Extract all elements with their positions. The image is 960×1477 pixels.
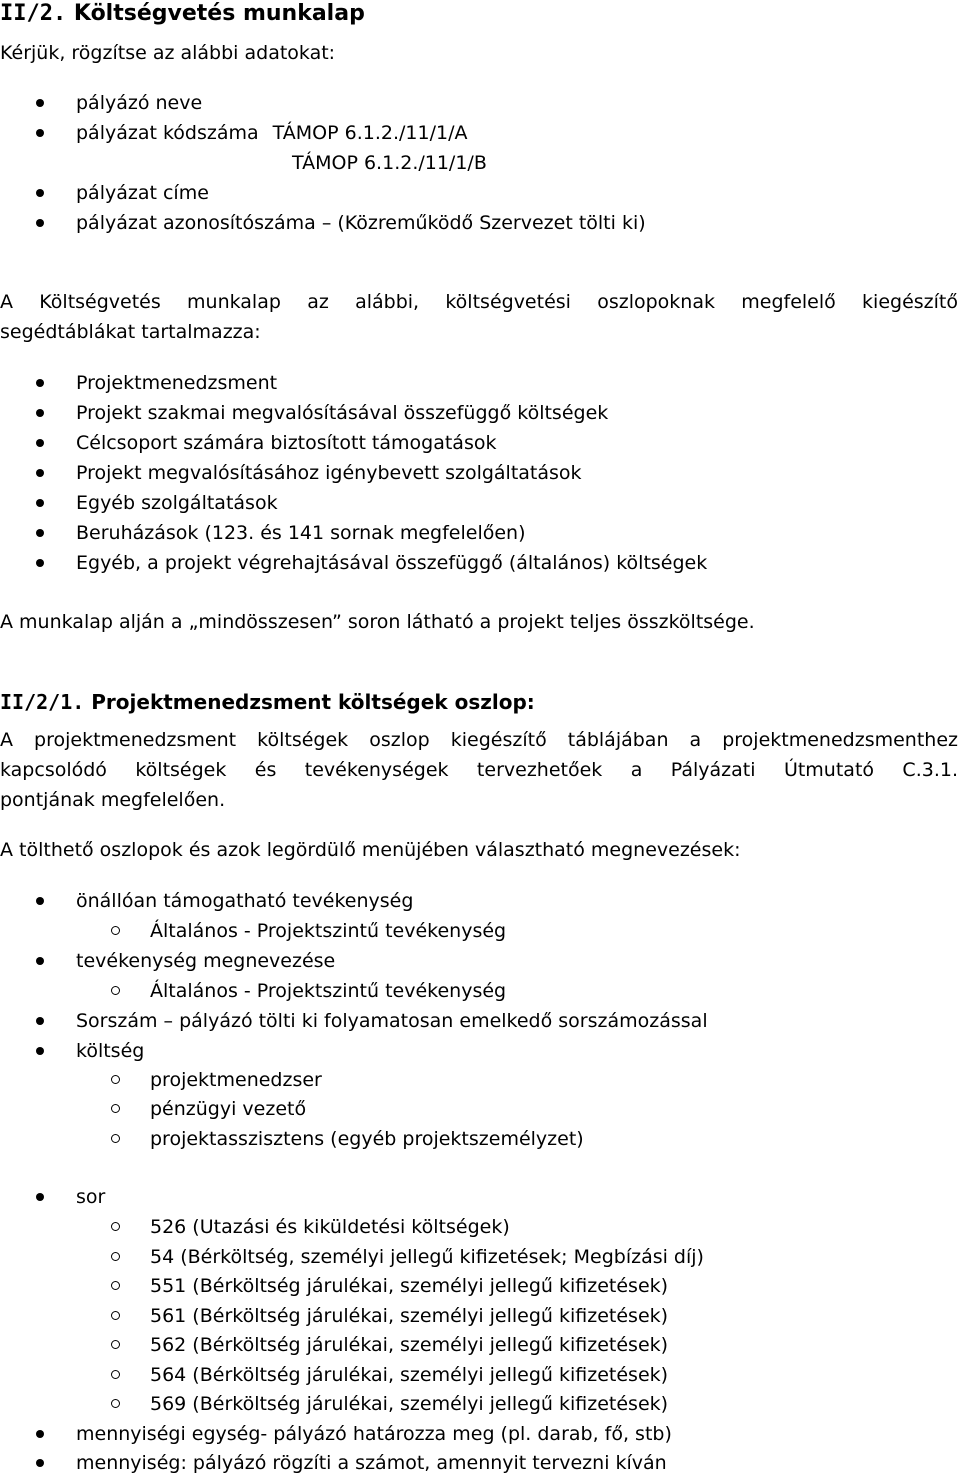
sub-list-item: 54 (Bérköltség, személyi jellegű kifizetések; Megbízási díj) xyxy=(150,1246,704,1268)
bullet-icon xyxy=(36,1459,44,1467)
list-item: költség xyxy=(76,1040,145,1062)
circle-bullet-icon xyxy=(111,1075,120,1084)
list-item: mennyiség: pályázó rögzíti a számot, amennyit tervezni kíván xyxy=(76,1452,667,1474)
sub-list-item: 561 (Bérköltség járulékai, személyi jellegű kifizetések) xyxy=(150,1305,669,1327)
circle-bullet-icon xyxy=(111,1340,120,1349)
bullet-icon xyxy=(36,439,44,447)
list-item: pályázat címe xyxy=(76,182,209,204)
list-item xyxy=(76,121,467,145)
list-item: Egyéb, a projekt végrehajtásával összefüggő (általános) költségek xyxy=(76,552,708,574)
sub-list-item: projektmenedzser xyxy=(150,1069,322,1091)
list-item-label: pályázat kódszáma xyxy=(76,122,259,144)
sub-list-item: 562 (Bérköltség járulékai, személyi jellegű kifizetések) xyxy=(150,1334,669,1356)
sub-list-item: 551 (Bérköltség járulékai, személyi jellegű kifizetések) xyxy=(150,1275,669,1297)
sub-list-item: 569 (Bérköltség járulékai, személyi jellegű kifizetések) xyxy=(150,1393,669,1415)
sub-list-item: projektasszisztens (egyéb projektszemélyzet) xyxy=(150,1128,584,1150)
paragraph-line: kapcsolódó költségek és tevékenységek tervezhetőek a Pályázati Útmutató C.3.1. xyxy=(0,759,958,781)
bullet-icon xyxy=(36,897,44,905)
list-item: Projekt szakmai megvalósításával összefüggő költségek xyxy=(76,402,609,424)
page-title xyxy=(0,2,365,26)
list-item-code: TÁMOP 6.1.2./11/1/A xyxy=(272,122,468,144)
list-item: pályázat azonosítószáma – (Közreműködő Szervezet tölti ki) xyxy=(76,212,646,234)
bullet-icon xyxy=(36,379,44,387)
paragraph-line: A Költségvetés munkalap az alábbi, költségvetési oszlopoknak megfelelő kiegészítő xyxy=(0,291,958,313)
bullet-icon xyxy=(36,99,44,107)
paragraph-line: pontjának megfelelően. xyxy=(0,789,226,811)
fillable-intro: A tölthető oszlopok és azok legördülő menüjében választható megnevezések: xyxy=(0,839,741,861)
circle-bullet-icon xyxy=(111,1252,120,1261)
list-item: Projektmenedzsment xyxy=(76,372,278,394)
circle-bullet-icon xyxy=(111,1311,120,1320)
sub-list-item: 564 (Bérköltség járulékai, személyi jellegű kifizetések) xyxy=(150,1364,669,1386)
circle-bullet-icon xyxy=(111,926,120,935)
section-title: Projektmenedzsment költségek oszlop: xyxy=(91,690,535,714)
bullet-icon xyxy=(36,1193,44,1201)
circle-bullet-icon xyxy=(111,1399,120,1408)
paragraph-line: A projektmenedzsment költségek oszlop kiegészítő táblájában a projektmenedzsmenthez xyxy=(0,729,958,751)
summary-text: A munkalap alján a „mindösszesen” soron látható a projekt teljes összköltsége. xyxy=(0,611,755,633)
circle-bullet-icon xyxy=(111,1104,120,1113)
list-item: sor xyxy=(76,1186,106,1208)
paragraph-line: segédtáblákat tartalmazza: xyxy=(0,321,261,343)
list-item: mennyiségi egység- pályázó határozza meg (pl. darab, fő, stb) xyxy=(76,1423,672,1445)
sub-list-item: Általános - Projektszintű tevékenység xyxy=(150,980,507,1002)
section-heading xyxy=(0,690,535,714)
list-item: Célcsoport számára biztosított támogatások xyxy=(76,432,497,454)
list-item: Projekt megvalósításához igénybevett szolgáltatások xyxy=(76,462,582,484)
sub-list-item: Általános - Projektszintű tevékenység xyxy=(150,920,507,942)
bullet-icon xyxy=(36,409,44,417)
bullet-icon xyxy=(36,559,44,567)
circle-bullet-icon xyxy=(111,986,120,995)
title-code: II/2. xyxy=(0,1,67,26)
list-item-code: TÁMOP 6.1.2./11/1/B xyxy=(292,152,487,174)
bullet-icon xyxy=(36,1047,44,1055)
list-item: Egyéb szolgáltatások xyxy=(76,492,278,514)
list-item: pályázó neve xyxy=(76,92,203,114)
circle-bullet-icon xyxy=(111,1281,120,1290)
bullet-icon xyxy=(36,1017,44,1025)
list-item: tevékenység megnevezése xyxy=(76,950,336,972)
circle-bullet-icon xyxy=(111,1222,120,1231)
circle-bullet-icon xyxy=(111,1370,120,1379)
bullet-icon xyxy=(36,529,44,537)
bullet-icon xyxy=(36,189,44,197)
bullet-icon xyxy=(36,129,44,137)
bullet-icon xyxy=(36,219,44,227)
bullet-icon xyxy=(36,1430,44,1438)
bullet-icon xyxy=(36,499,44,507)
list-item: Beruházások (123. és 141 sornak megfelelően) xyxy=(76,522,526,544)
circle-bullet-icon xyxy=(111,1134,120,1143)
sub-list-item: 526 (Utazási és kiküldetési költségek) xyxy=(150,1216,510,1238)
list-item: önállóan támogatható tevékenység xyxy=(76,890,414,912)
intro-text: Kérjük, rögzítse az alábbi adatokat: xyxy=(0,42,336,64)
title-text: Költségvetés munkalap xyxy=(73,1,365,26)
list-item: Sorszám – pályázó tölti ki folyamatosan emelkedő sorszámozással xyxy=(76,1010,708,1032)
bullet-icon xyxy=(36,469,44,477)
bullet-icon xyxy=(36,957,44,965)
section-code: II/2/1. xyxy=(0,690,85,714)
sub-list-item: pénzügyi vezető xyxy=(150,1098,307,1120)
